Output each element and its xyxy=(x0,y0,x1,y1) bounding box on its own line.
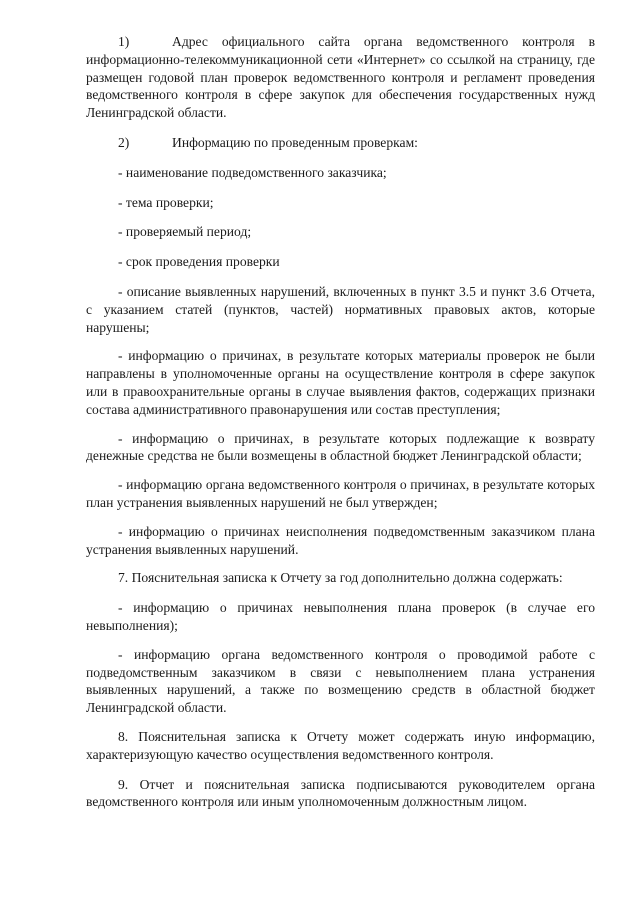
bullet-item: - описание выявленных нарушений, включенных в пункт 3.5 и пункт 3.6 Отчета, с указанием статей (пунктов, частей) нормативных правовых актов, которые нарушены; xyxy=(86,283,595,335)
bullet-item: - информацию органа ведомственного контроля о проводимой работе с подведомственным заказчиком в связи с невыполнением плана устранения выявленных нарушений, а также по возмещению средств в областной бюджет Ленинградской области. xyxy=(86,646,595,716)
item-number: 2) xyxy=(118,134,130,150)
document-page xyxy=(86,33,595,823)
bullet-item: - информацию о причинах невыполнения плана проверок (в случае его невыполнения); xyxy=(86,600,595,633)
paragraph-7: 7. Пояснительная записка к Отчету за год дополнительно должна содержать: xyxy=(118,570,563,586)
paragraph-9: 9. Отчет и пояснительная записка подписываются руководителем органа ведомственного контроля или иным уполномоченным должностным лицом. xyxy=(86,776,595,810)
bullet-item: - проверяемый период; xyxy=(118,224,252,240)
bullet-item: - срок проведения проверки xyxy=(118,254,280,270)
bullet-item: - информацию органа ведомственного контроля о причинах, в результате которых план устранения выявленных нарушений не был утвержден; xyxy=(86,477,595,510)
bullet-item: - информацию о причинах неисполнения подведомственным заказчиком плана устранения выявленных нарушений. xyxy=(86,523,595,557)
numbered-item-2 xyxy=(86,134,595,152)
item-text: Информацию по проведенным проверкам: xyxy=(172,134,418,150)
bullet-item: - информацию о причинах, в результате которых материалы проверок не были направлены в уполномоченные органы на осуществление контроля в сфере закупок или в правоохранительные органы в случае выявления фактов, содержащих признаки состава административного правонарушения или состав преступления; xyxy=(86,348,595,417)
item-number: 1) xyxy=(118,34,130,49)
numbered-item-1 xyxy=(86,33,595,122)
bullet-item: - тема проверки; xyxy=(118,194,214,210)
item-text: Адрес официального сайта органа ведомственного контроля в информационно-телекоммуникационной сети «Интернет» со ссылкой на страницу, где размещен годовой план проверок ведомственного контроля и регламент проведения ведомственного контроля в сфере закупок для обеспечения государственных нужд Ленинградской области. xyxy=(86,34,595,121)
bullet-item: - информацию о причинах, в результате которых подлежащие к возврату денежные средства не были возмещены в областной бюджет Ленинградской области; xyxy=(86,430,595,464)
paragraph-8: 8. Пояснительная записка к Отчету может содержать иную информацию, характеризующую качество осуществления ведомственного контроля. xyxy=(86,728,595,762)
bullet-item: - наименование подведомственного заказчика; xyxy=(118,164,387,180)
